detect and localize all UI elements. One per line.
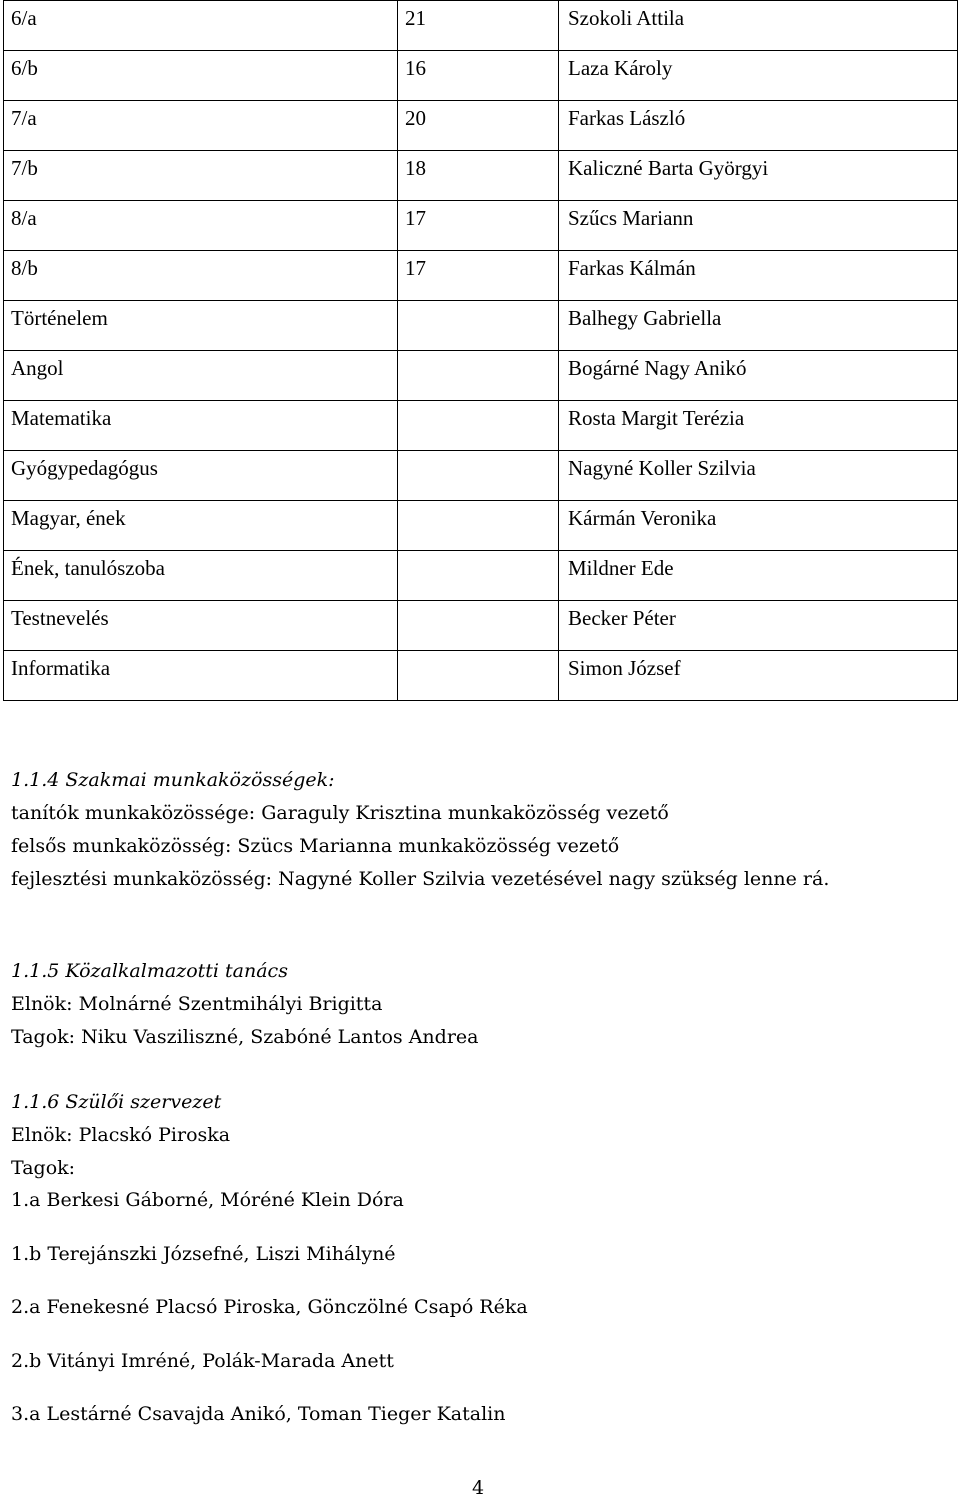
headcount-cell: 16 bbox=[398, 51, 559, 101]
class-or-subject-cell: 7/b bbox=[4, 151, 398, 201]
text-line: Elnök: Molnárné Szentmihályi Brigitta bbox=[11, 993, 383, 1015]
page-number: 4 bbox=[472, 1477, 485, 1499]
section-parent-organization bbox=[11, 1086, 941, 1185]
section-heading: 1.1.4 Szakmai munkaközösségek: bbox=[11, 769, 335, 791]
teacher-name-cell: Becker Péter bbox=[559, 601, 958, 651]
list-item: 2.a Fenekesné Placsó Piroska, Gönczölné Csapó Réka bbox=[11, 1296, 528, 1318]
text-line: Tagok: bbox=[11, 1157, 76, 1179]
text-line: felsős munkaközösség: Szücs Marianna munkaközösség vezető bbox=[11, 835, 620, 857]
table-row bbox=[4, 301, 958, 351]
text-line: tanítók munkaközössége: Garaguly Krisztina munkaközösség vezető bbox=[11, 802, 669, 824]
table-row bbox=[4, 601, 958, 651]
headcount-cell: 18 bbox=[398, 151, 559, 201]
teacher-name-cell: Nagyné Koller Szilvia bbox=[559, 451, 958, 501]
table-row bbox=[4, 351, 958, 401]
class-or-subject-cell: Matematika bbox=[4, 401, 398, 451]
class-or-subject-cell: Gyógypedagógus bbox=[4, 451, 398, 501]
table-row bbox=[4, 1, 958, 51]
table-row bbox=[4, 251, 958, 301]
teacher-name-cell: Bogárné Nagy Anikó bbox=[559, 351, 958, 401]
teacher-name-cell: Farkas Kálmán bbox=[559, 251, 958, 301]
teacher-name-cell: Farkas László bbox=[559, 101, 958, 151]
staff-table bbox=[3, 0, 958, 701]
class-or-subject-cell: 7/a bbox=[4, 101, 398, 151]
section-employee-council bbox=[11, 955, 941, 1054]
class-or-subject-cell: Testnevelés bbox=[4, 601, 398, 651]
headcount-cell: 21 bbox=[398, 1, 559, 51]
teacher-name-cell: Rosta Margit Terézia bbox=[559, 401, 958, 451]
class-or-subject-cell: Ének, tanulószoba bbox=[4, 551, 398, 601]
class-or-subject-cell: Magyar, ének bbox=[4, 501, 398, 551]
teacher-name-cell: Kaliczné Barta Györgyi bbox=[559, 151, 958, 201]
table-row bbox=[4, 551, 958, 601]
text-line: fejlesztési munkaközösség: Nagyné Koller Szilvia vezetésével nagy szükség lenne rá. bbox=[11, 868, 830, 890]
table-row bbox=[4, 201, 958, 251]
class-or-subject-cell: 6/a bbox=[4, 1, 398, 51]
headcount-cell: 17 bbox=[398, 251, 559, 301]
table-row bbox=[4, 451, 958, 501]
headcount-cell bbox=[398, 551, 559, 601]
table-row bbox=[4, 101, 958, 151]
text-line: Tagok: Niku Vasziliszné, Szabóné Lantos Andrea bbox=[11, 1026, 479, 1048]
headcount-cell: 20 bbox=[398, 101, 559, 151]
class-or-subject-cell: 8/b bbox=[4, 251, 398, 301]
teacher-name-cell: Mildner Ede bbox=[559, 551, 958, 601]
table-row bbox=[4, 51, 958, 101]
section-heading: 1.1.6 Szülői szervezet bbox=[11, 1091, 222, 1113]
section-professional-communities bbox=[11, 764, 941, 896]
headcount-cell bbox=[398, 601, 559, 651]
teacher-name-cell: Szűcs Mariann bbox=[559, 201, 958, 251]
teacher-name-cell: Balhegy Gabriella bbox=[559, 301, 958, 351]
headcount-cell bbox=[398, 451, 559, 501]
class-or-subject-cell: Történelem bbox=[4, 301, 398, 351]
headcount-cell bbox=[398, 651, 559, 701]
teacher-name-cell: Szokoli Attila bbox=[559, 1, 958, 51]
list-item: 3.a Lestárné Csavajda Anikó, Toman Tieger Katalin bbox=[11, 1403, 506, 1425]
class-or-subject-cell: 8/a bbox=[4, 201, 398, 251]
list-item: 2.b Vitányi Imréné, Polák-Marada Anett bbox=[11, 1350, 394, 1372]
class-or-subject-cell: Informatika bbox=[4, 651, 398, 701]
table-row bbox=[4, 401, 958, 451]
list-item: 1.b Terejánszki Józsefné, Liszi Mihályné bbox=[11, 1243, 396, 1265]
class-or-subject-cell: Angol bbox=[4, 351, 398, 401]
headcount-cell bbox=[398, 351, 559, 401]
headcount-cell bbox=[398, 501, 559, 551]
teacher-name-cell: Laza Károly bbox=[559, 51, 958, 101]
table-row bbox=[4, 501, 958, 551]
headcount-cell bbox=[398, 301, 559, 351]
table-row bbox=[4, 651, 958, 701]
text-line: Elnök: Placskó Piroska bbox=[11, 1124, 231, 1146]
list-item: 1.a Berkesi Gáborné, Móréné Klein Dóra bbox=[11, 1189, 404, 1211]
class-or-subject-cell: 6/b bbox=[4, 51, 398, 101]
table-row bbox=[4, 151, 958, 201]
headcount-cell: 17 bbox=[398, 201, 559, 251]
section-heading: 1.1.5 Közalkalmazotti tanács bbox=[11, 960, 288, 982]
teacher-name-cell: Simon József bbox=[559, 651, 958, 701]
staff-table-body bbox=[4, 1, 958, 701]
headcount-cell bbox=[398, 401, 559, 451]
teacher-name-cell: Kármán Veronika bbox=[559, 501, 958, 551]
